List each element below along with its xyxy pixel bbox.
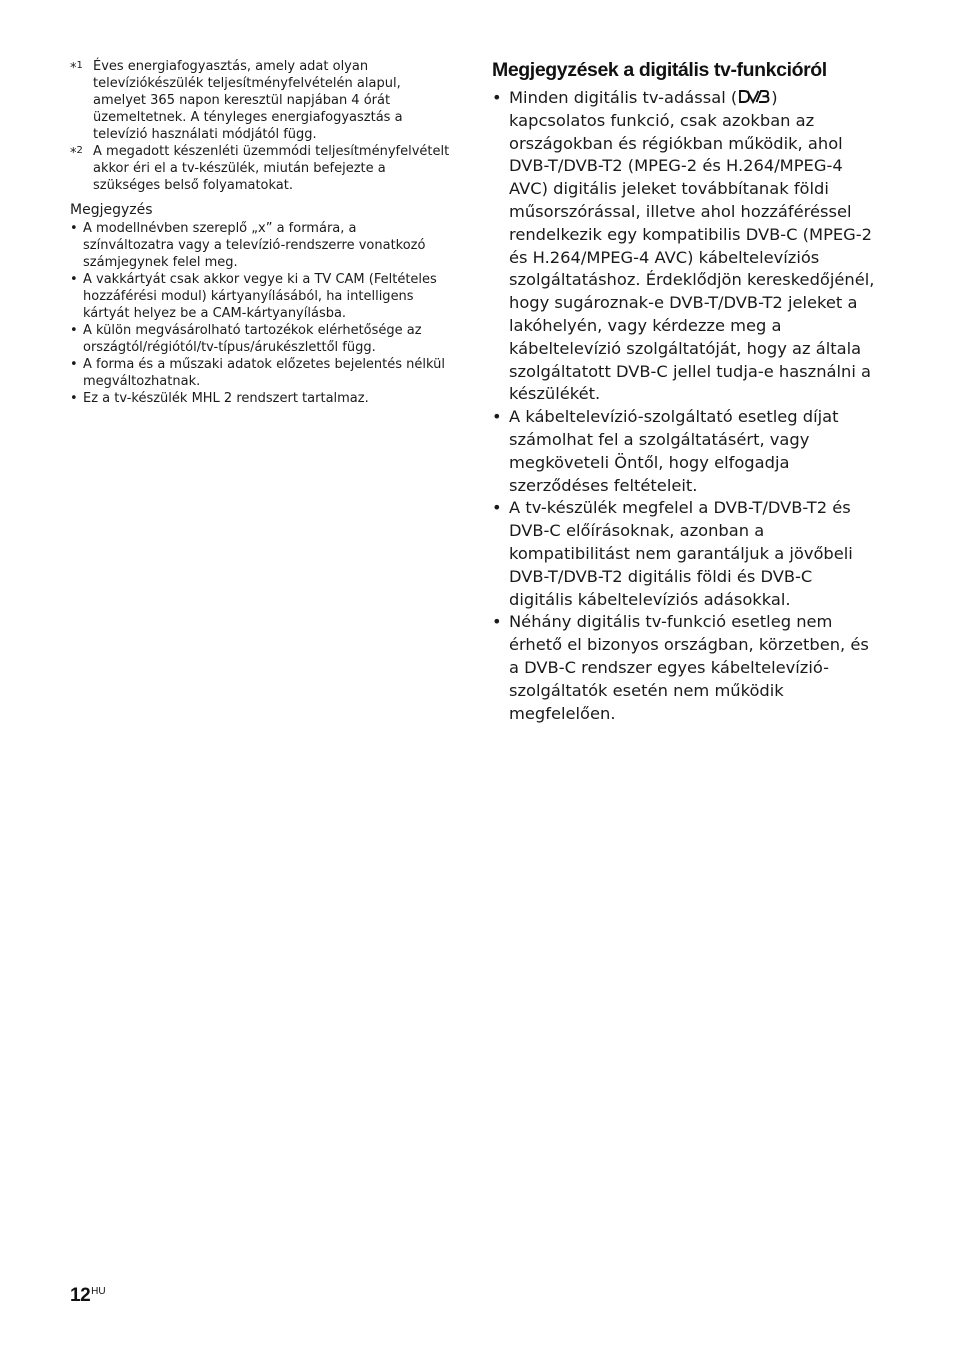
bullet: •: [492, 407, 502, 427]
list-item: • A tv-készülék megfelel a DVB-T/DVB-T2 és DVB-C előírásoknak, azonban a kompatibilitást nem garantáljuk a jövőbeli DVB-T/DVB-T2 digitális földi és DVB-C digitális kábeltelevíziós adásokkal.: [492, 498, 853, 609]
list-item: • Ez a tv-készülék MHL 2 rendszert tartalmaz.: [70, 391, 369, 406]
bullet: •: [70, 272, 78, 287]
list-item: • A forma és a műszaki adatok előzetes bejelentés nélkül megváltozhatnak.: [70, 357, 445, 389]
note-heading: Megjegyzés: [70, 202, 153, 218]
list-item: • A modellnévben szereplő „x” a formára, a színváltozatra vagy a televízió-rendszerre vonatkozó számjegynek felel meg.: [70, 221, 426, 270]
bullet: •: [492, 498, 502, 518]
note-list: [70, 220, 450, 407]
footnote-marker: *$^2$: [70, 145, 83, 161]
list-item: • A külön megvásárolható tartozékok elérhetősége az országtól/régiótól/tv-típus/árukészlettől függ.: [70, 323, 422, 355]
bullet: •: [70, 391, 78, 406]
bullet: •: [492, 88, 502, 107]
bullet: •: [70, 221, 78, 236]
right-column: [492, 58, 877, 725]
page-language-code: HU: [91, 1286, 106, 1297]
footnote-2: [70, 143, 450, 194]
footnote-1: [70, 58, 450, 143]
bullet: •: [70, 357, 78, 372]
list-item: • A vakkártyát csak akkor vegye ki a TV CAM (Feltételes hozzáférési modul) kártyanyílásából, ha intelligens kártyát helyez be a CAM-kártyanyílásba.: [70, 272, 437, 321]
footnote-text: A megadott készenléti üzemmódi teljesítményfelvételt akkor éri el a tv-készülék, miután befejezte a szükséges belső folyamatokat.: [93, 144, 450, 193]
left-column: [70, 58, 450, 407]
list-item: • A kábeltelevízió-szolgáltató esetleg díjat számolhat fel a szolgáltatásért, vagy megköveteli Öntől, hogy elfogadja szerződéses feltételeit.: [492, 407, 839, 495]
bullet: •: [492, 612, 502, 632]
digital-tv-notes-list: [492, 87, 877, 725]
section-title: Megjegyzések a digitális tv-funkcióról: [492, 59, 827, 81]
footnote-marker: *$^1$: [70, 60, 83, 76]
list-item: • Minden digitális tv-adással ( ) kapcsolatos funkció, csak azokban az országokban és régiókban működik, ahol DVB-T/DVB-T2 (MPEG-2 és H.264/MPEG-4 AVC) digitális jeleket továbbítanak földi műsorszórással, illetve ahol hozzáféréssel rendelkezik egy kompatibilis DVB-C (MPEG-2 és H.264/MPEG-4 AVC) kábeltelevíziós szolgáltatáshoz. Érdeklődjön kereskedőjénél, hogy sugároznak-e DVB-T/DVB-T2 jeleket a lakóhelyén, vagy kérdezze meg a kábeltelevízió szolgáltatóját, hogy az általa szolgáltatott DVB-C jellel tudja-e használni a készülékét.: [492, 88, 875, 404]
list-item: • Néhány digitális tv-funkció esetleg nem érhető el bizonyos országban, körzetben, és a DVB-C rendszer egyes kábeltelevízió-szolgáltatók esetén nem működik megfelelően.: [492, 612, 869, 723]
dvb-logo-icon: [738, 88, 770, 105]
footnote-text: Éves energiafogyasztás, amely adat olyan televíziókészülék teljesítményfelvételén alapul, amelyet 365 napon keresztül napjában 4 órát üzemeltetnek. A tényleges energiafogyasztás a televízió használati módjától függ.: [93, 59, 403, 142]
bullet: •: [70, 323, 78, 338]
page-number: $12^{HU}$: [70, 1285, 106, 1306]
